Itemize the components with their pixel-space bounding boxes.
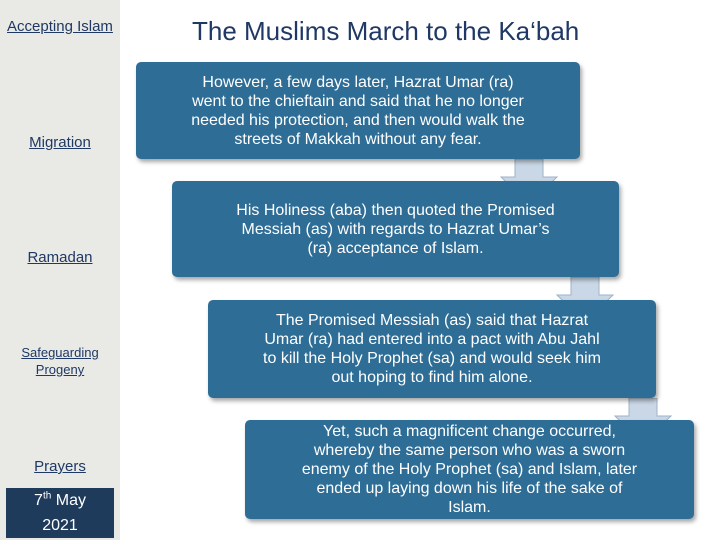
- date-day: 7: [34, 492, 43, 509]
- sidebar: [0, 0, 120, 540]
- process-step-2: [172, 181, 619, 277]
- sidebar-item-ramadan[interactable]: Ramadan: [27, 249, 93, 266]
- process-step-text: However, a few days later, Hazrat Umar (ra) went to the chieftain and said that he no longer needed his protection, and then would walk the streets of Makkah without any fear.: [191, 73, 525, 148]
- sidebar-item-accepting-islam[interactable]: Accepting Islam: [7, 18, 113, 35]
- sidebar-item-prayers[interactable]: Prayers: [34, 458, 86, 475]
- date-month: May: [55, 492, 86, 509]
- date-box: [6, 488, 114, 538]
- process-step-1: [136, 62, 580, 159]
- process-step-text: The Promised Messiah (as) said that Hazrat Umar (ra) had entered into a pact with Abu Jahl to kill the Holy Prophet (sa) and would seek him out hoping to find him alone.: [263, 312, 601, 386]
- sidebar-item-migration[interactable]: Migration: [29, 134, 91, 151]
- process-step-text: His Holiness (aba) then quoted the Promised Messiah (as) with regards to Hazrat Umar’s (ra) acceptance of Islam.: [236, 201, 555, 257]
- process-step-text: Yet, such a magnificent change occurred, whereby the same person who was a sworn enemy of the Holy Prophet (sa) and Islam, later ended up laying down his life of the sake of Islam.: [301, 423, 638, 516]
- process-step-3: [208, 300, 656, 398]
- sidebar-item-safeguarding-progeny[interactable]: Safeguarding Progeny: [21, 345, 99, 377]
- process-step-4: [245, 420, 694, 519]
- date-suffix: th: [42, 490, 52, 502]
- date-year: 2021: [42, 517, 78, 534]
- date-line-1: [6, 488, 114, 513]
- page-title: The Muslims March to the Ka‘bah: [192, 16, 580, 46]
